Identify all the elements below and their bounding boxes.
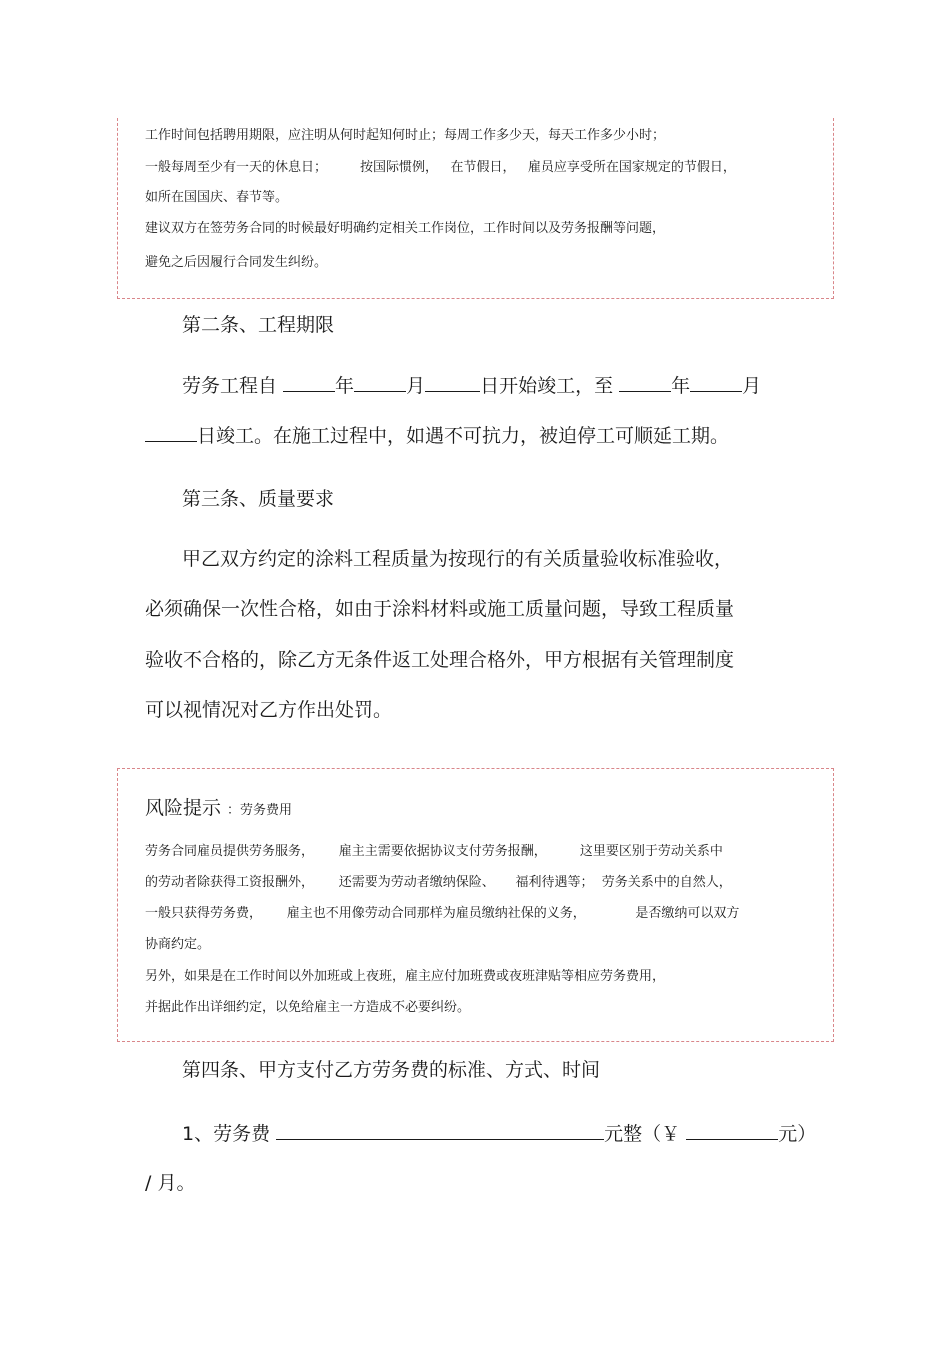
article2-paragraph-line1 — [182, 373, 761, 398]
text: 年 — [335, 375, 355, 397]
text: 日竣工。在施工过程中，如遇不可抗力，被迫停工可顺延工期。 — [197, 425, 730, 447]
paragraph-line: 可以视情况对乙方作出处罚。 — [145, 699, 393, 721]
note-line: 一般每周至少有一天的休息日； 按国际惯例， 在节假日， 雇员应享受所在国家规定的节假日， — [145, 160, 736, 175]
note-line: 并据此作出详细约定，以免给雇主一方造成不必要纠纷。 — [145, 1000, 471, 1015]
article3-heading: 第三条、质量要求 — [182, 488, 335, 510]
paragraph-line: 验收不合格的，除乙方无条件返工处理合格外，甲方根据有关管理制度 — [145, 649, 735, 671]
text: 元） — [778, 1123, 817, 1145]
text: 月 — [742, 375, 762, 397]
note-line: 的劳动者除获得工资报酬外， 还需要为劳动者缴纳保险、 福利待遇等； 劳务关系中的自然人， — [145, 875, 732, 890]
note-line: 如所在国国庆、春节等。 — [145, 190, 289, 205]
text: 年 — [671, 375, 691, 397]
fee-line-continuation: / 月。 — [145, 1172, 196, 1194]
paragraph-line: 必须确保一次性合格，如由于涂料材料或施工质量问题，导致工程质量 — [145, 598, 735, 620]
note-line: 一般只获得劳务费， 雇主也不用像劳动合同那样为雇员缴纳社保的义务， 是否缴纳可以双方 — [145, 906, 740, 921]
blank-field-year[interactable] — [619, 373, 671, 392]
blank-field-month[interactable] — [690, 373, 742, 392]
article2-paragraph-line2 — [145, 423, 729, 448]
blank-field-fee-amount[interactable] — [276, 1121, 604, 1140]
article2-heading: 第二条、工程期限 — [182, 314, 335, 336]
note-line: 工作时间包括聘用期限，应注明从何时起知何时止；每周工作多少天，每天工作多少小时； — [145, 128, 666, 143]
note-line: 协商约定。 — [145, 937, 211, 952]
fee-line — [182, 1121, 816, 1146]
text: 日开始竣工，至 — [480, 375, 620, 397]
risk-title-main: 风险提示 — [145, 797, 222, 819]
note-line: 避免之后因履行合同发生纠纷。 — [145, 255, 328, 270]
text: 月 — [406, 375, 426, 397]
blank-field-day[interactable] — [425, 373, 480, 392]
blank-field-year[interactable] — [283, 373, 335, 392]
risk-subtitle: ：劳务费用 — [227, 803, 293, 818]
risk-note-box-work-time — [117, 118, 834, 299]
note-line: 建议双方在签劳务合同的时候最好明确约定相关工作岗位，工作时间以及劳务报酬等问题， — [145, 221, 666, 236]
article4-heading: 第四条、甲方支付乙方劳务费的标准、方式、时间 — [182, 1059, 601, 1081]
risk-title — [145, 796, 292, 823]
blank-field-fee-figure[interactable] — [686, 1121, 778, 1140]
text: 1、劳务费 — [182, 1123, 277, 1145]
blank-field-month[interactable] — [354, 373, 406, 392]
text: 元整（￥ — [604, 1123, 687, 1145]
blank-field-day[interactable] — [145, 423, 197, 442]
note-line: 劳务合同雇员提供劳务服务， 雇主主需要依据协议支付劳务报酬， 这里要区别于劳动关系中 — [145, 844, 723, 859]
paragraph-line: 甲乙双方约定的涂料工程质量为按现行的有关质量验收标准验收， — [182, 548, 734, 570]
text: 劳务工程自 — [182, 375, 284, 397]
note-line: 另外，如果是在工作时间以外加班或上夜班，雇主应付加班费或夜班津贴等相应劳务费用， — [145, 969, 666, 984]
